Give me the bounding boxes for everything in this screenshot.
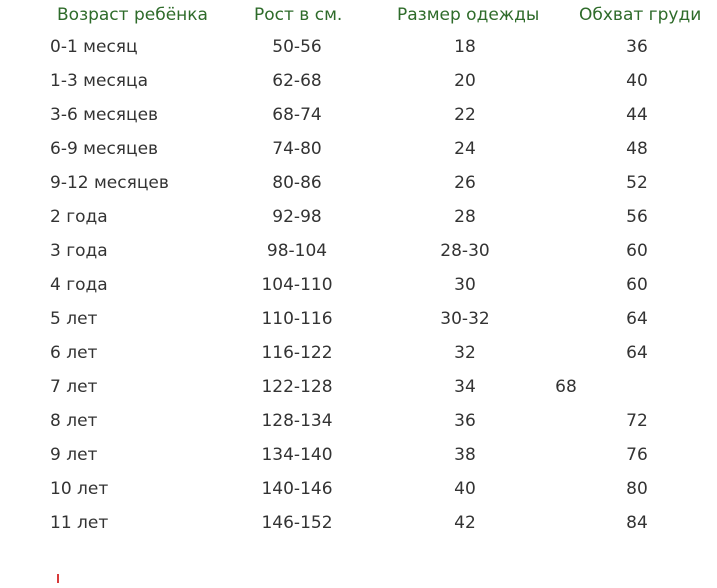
height-cell: 134-140: [261, 445, 333, 465]
height-cell: 140-146: [261, 479, 333, 499]
age-cell: 9-12 месяцев: [50, 173, 169, 193]
clothing-size-cell: 22: [454, 105, 476, 125]
header-age: Возраст ребёнка: [57, 5, 208, 25]
age-cell: 4 года: [50, 275, 108, 295]
table-row: [0, 443, 717, 467]
height-cell: 128-134: [261, 411, 333, 431]
header-clothing-size: Размер одежды: [397, 5, 540, 25]
chest-cell: 52: [626, 173, 648, 193]
clothing-size-cell: 26: [454, 173, 476, 193]
clothing-size-cell: 28-30: [440, 241, 490, 261]
header-chest: Обхват груди: [579, 5, 702, 25]
height-cell: 80-86: [272, 173, 322, 193]
chest-cell: 48: [626, 139, 648, 159]
chest-cell: 68: [555, 377, 577, 397]
clothing-size-cell: 20: [454, 71, 476, 91]
age-cell: 1-3 месяца: [50, 71, 149, 91]
age-cell: 10 лет: [50, 479, 109, 499]
clothing-size-cell: 32: [454, 343, 476, 363]
age-cell: 7 лет: [50, 377, 98, 397]
clothing-size-cell: 36: [454, 411, 476, 431]
chest-cell: 56: [626, 207, 648, 227]
header-height: Рост в см.: [254, 5, 343, 25]
clothing-size-cell: 42: [454, 513, 476, 533]
table-row: [0, 409, 717, 433]
height-cell: 62-68: [272, 71, 322, 91]
clothing-size-cell: 28: [454, 207, 476, 227]
table-row: [0, 171, 717, 195]
table-row: [0, 273, 717, 297]
chest-cell: 60: [626, 275, 648, 295]
height-cell: 110-116: [261, 309, 333, 329]
chest-cell: 36: [626, 37, 648, 57]
chest-cell: 80: [626, 479, 648, 499]
height-cell: 74-80: [272, 139, 322, 159]
age-cell: 3-6 месяцев: [50, 105, 159, 125]
clothing-size-cell: 34: [454, 377, 476, 397]
height-cell: 68-74: [272, 105, 322, 125]
age-cell: 6 лет: [50, 343, 98, 363]
table-row: [0, 103, 717, 127]
chest-cell: 40: [626, 71, 648, 91]
clothing-size-cell: 30-32: [440, 309, 490, 329]
table-row: [0, 205, 717, 229]
chest-cell: 64: [626, 343, 648, 363]
table-row: [0, 35, 717, 59]
chest-cell: 76: [626, 445, 648, 465]
age-cell: 2 года: [50, 207, 108, 227]
chest-cell: 44: [626, 105, 648, 125]
height-cell: 98-104: [266, 241, 328, 261]
clothing-size-cell: 30: [454, 275, 476, 295]
age-cell: 5 лет: [50, 309, 98, 329]
table-header-row: [0, 3, 717, 27]
chest-cell: 64: [626, 309, 648, 329]
clothing-size-cell: 24: [454, 139, 476, 159]
chest-cell: 84: [626, 513, 648, 533]
table-row: [0, 69, 717, 93]
age-cell: 0-1 месяц: [50, 37, 138, 57]
table-row: [0, 511, 717, 535]
age-cell: 6-9 месяцев: [50, 139, 159, 159]
clothing-size-cell: 38: [454, 445, 476, 465]
table-row: [0, 137, 717, 161]
table-row: [0, 375, 717, 399]
height-cell: 116-122: [261, 343, 333, 363]
table-row: [0, 341, 717, 365]
age-cell: 3 года: [50, 241, 108, 261]
clothing-size-cell: 18: [454, 37, 476, 57]
age-cell: 9 лет: [50, 445, 98, 465]
table-row: [0, 239, 717, 263]
height-cell: 92-98: [272, 207, 322, 227]
age-cell: 8 лет: [50, 411, 98, 431]
table-row: [0, 477, 717, 501]
height-cell: 104-110: [261, 275, 333, 295]
chest-cell: 72: [626, 411, 648, 431]
clothing-size-cell: 40: [454, 479, 476, 499]
age-cell: 11 лет: [50, 513, 109, 533]
chest-cell: 60: [626, 241, 648, 261]
height-cell: 146-152: [261, 513, 333, 533]
table-row: [0, 307, 717, 331]
red-mark: [57, 574, 59, 583]
height-cell: 122-128: [261, 377, 333, 397]
height-cell: 50-56: [272, 37, 322, 57]
